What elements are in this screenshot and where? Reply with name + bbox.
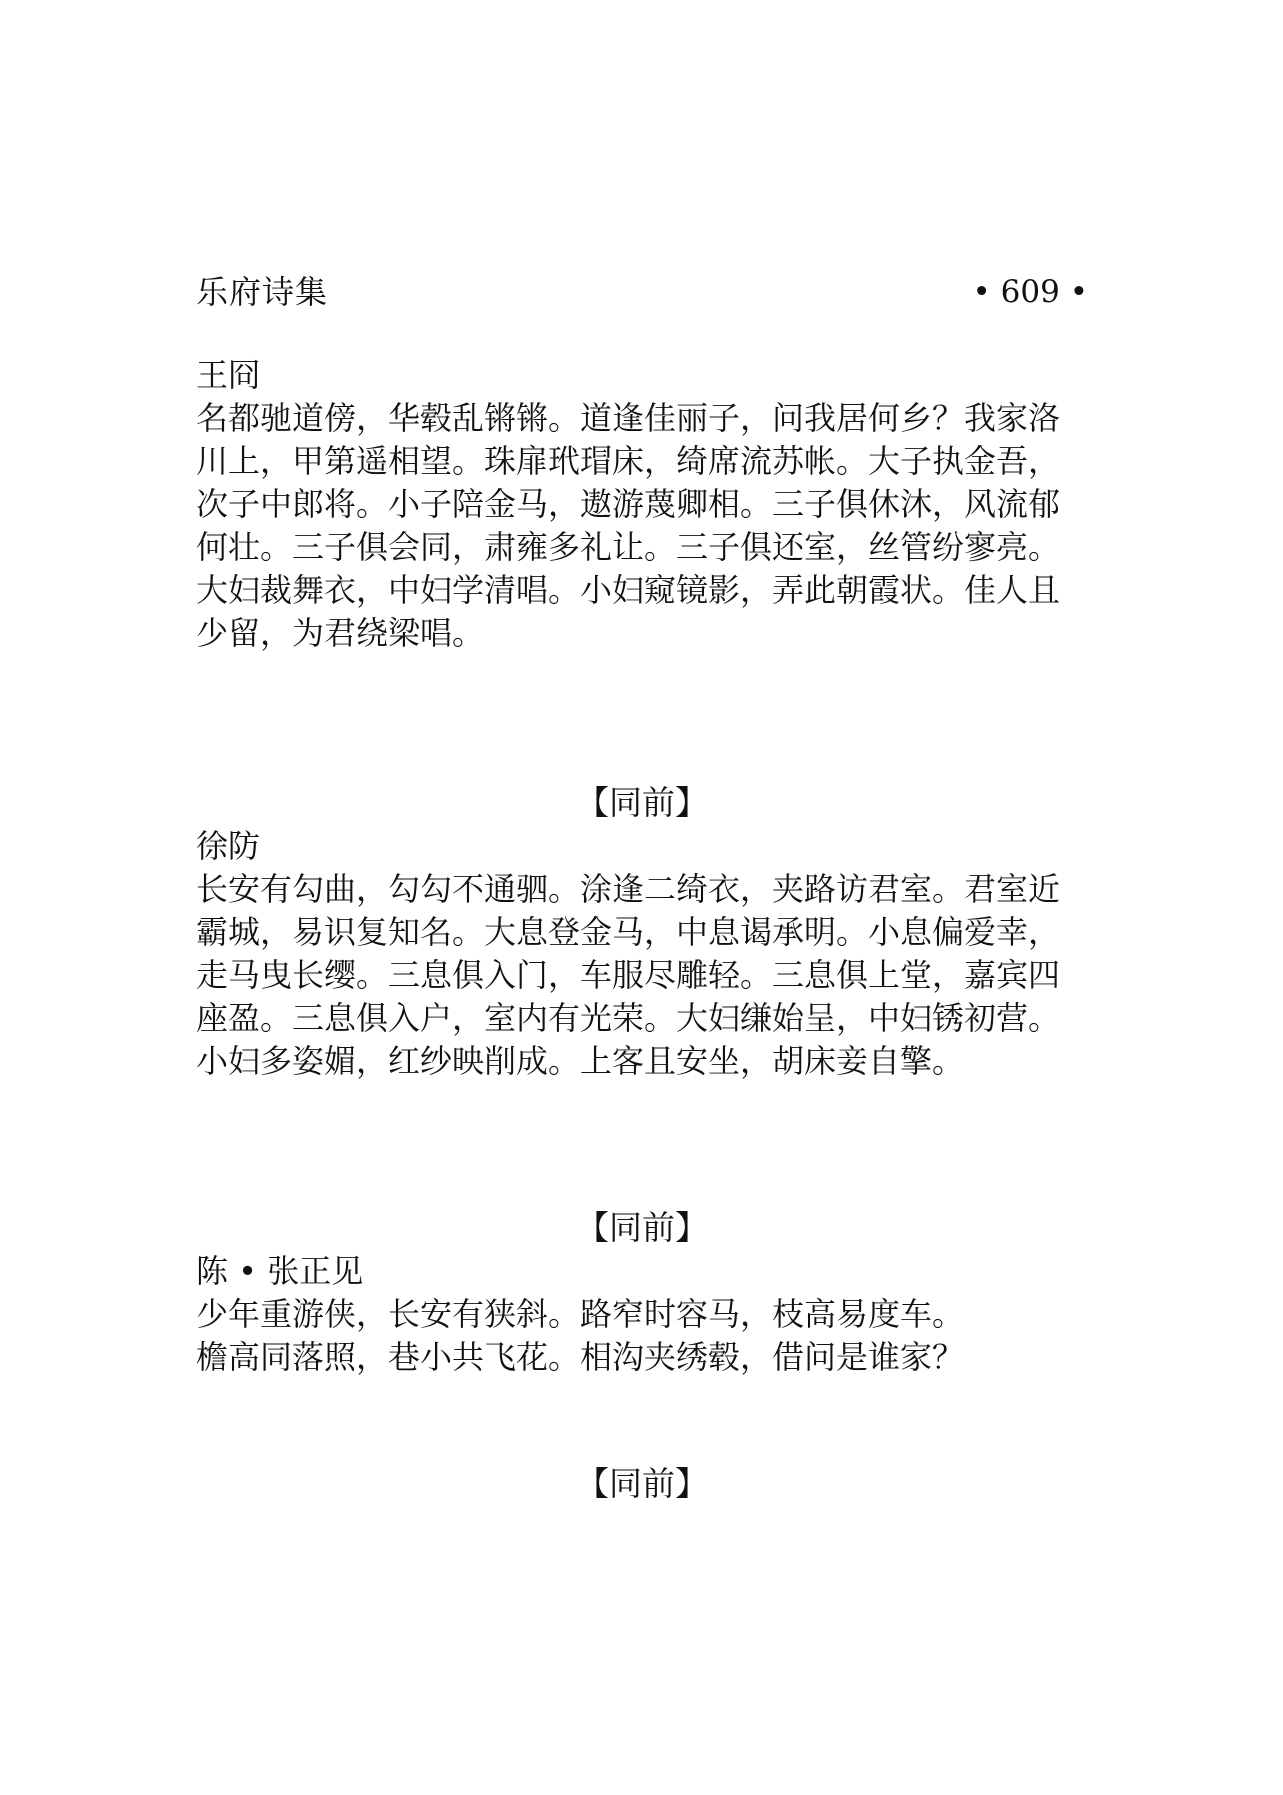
poem-line: 名都驰道傍，华毂乱锵锵。道逢佳丽子，问我居何乡？我家洛	[196, 399, 1061, 437]
poem-title: 【同前】	[576, 1208, 708, 1247]
poem-entry	[196, 781, 1096, 1083]
poem-line: 何壮。三子俱会同，肃雍多礼让。三子俱还室，丝管纷寥亮。	[196, 528, 1061, 566]
page-header	[196, 268, 1088, 316]
poem-author: 王冏	[196, 356, 261, 394]
poem-author: 徐防	[196, 827, 261, 865]
poem-line: 座盈。三息俱入户，室内有光荣。大妇缣始呈，中妇锈初营。	[196, 999, 1061, 1037]
poem-entry	[196, 1206, 1096, 1379]
poem-line: 少年重游侠，长安有狭斜。路窄时容马，枝高易度车。	[196, 1295, 965, 1333]
poem-line: 檐高同落照，巷小共飞花。相沟夹绣毂，借问是谁家？	[196, 1338, 965, 1376]
poem-title: 【同前】	[576, 783, 708, 822]
poem-line: 走马曳长缨。三息俱入门，车服尽雕轻。三息俱上堂，嘉宾四	[196, 956, 1061, 994]
poem-line: 长安有勾曲，勾勾不通驷。涂逢二绮衣，夹路访君室。君室近	[196, 870, 1061, 908]
poem-entry	[196, 1462, 1096, 1506]
poem-entry	[196, 354, 1096, 655]
poem-author: 陈 • 张正见	[196, 1252, 364, 1290]
poem-title: 【同前】	[576, 1464, 708, 1503]
poem-line: 少留，为君绕梁唱。	[196, 614, 485, 652]
poem-line: 霸城，易识复知名。大息登金马，中息谒承明。小息偏爱幸，	[196, 913, 1061, 951]
poem-line: 小妇多姿媚，红纱映削成。上客且安坐，胡床妾自擎。	[196, 1042, 965, 1080]
poem-line: 川上，甲第遥相望。珠扉玳瑁床，绮席流苏帐。大子执金吾，	[196, 442, 1061, 480]
running-title: 乐府诗集	[196, 273, 329, 311]
poem-line: 大妇裁舞衣，中妇学清唱。小妇窥镜影，弄此朝霞状。佳人且	[196, 571, 1061, 609]
poem-line: 次子中郎将。小子陪金马，遨游蔑卿相。三子俱休沐，风流郁	[196, 485, 1061, 523]
page-number: • 609 •	[972, 274, 1088, 310]
